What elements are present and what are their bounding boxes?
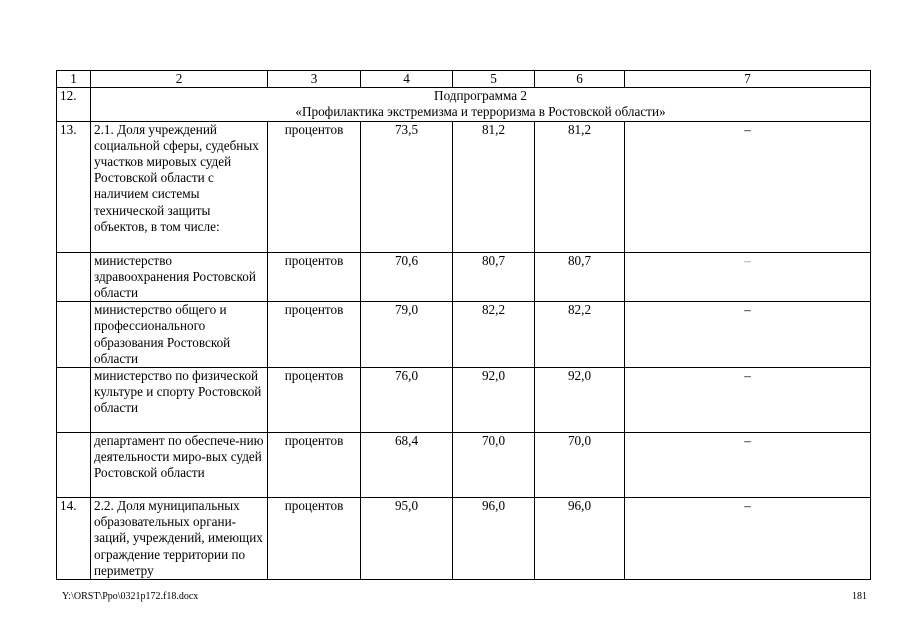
value-col4: 76,0 xyxy=(361,368,453,433)
row-number xyxy=(57,368,91,433)
indicator-name: министерство здравоохранения Ростовской области xyxy=(91,252,268,302)
column-number: 5 xyxy=(453,71,535,88)
subprogram-line1: Подпрограмма 2 xyxy=(434,88,527,104)
indicator-name: департамент по обеспече-нию деятельности миро-вых судей Ростовской области xyxy=(91,433,268,498)
value-col6: 96,0 xyxy=(535,498,625,580)
indicator-table xyxy=(56,70,871,580)
table-row xyxy=(57,368,871,433)
indicator-name: 2.2. Доля муниципальных образовательных органи-заций, учреждений, имеющих ограждение территории по периметру xyxy=(91,498,268,580)
value-col4: 68,4 xyxy=(361,433,453,498)
column-number: 2 xyxy=(91,71,268,88)
row-number xyxy=(57,302,91,368)
value-col6: 70,0 xyxy=(535,433,625,498)
indicator-name: 2.1. Доля учреждений социальной сферы, судебных участков мировых судей Ростовской области с наличием системы технической защиты объектов, в том числе: xyxy=(91,121,268,252)
row-number: 12. xyxy=(57,88,91,121)
value-col7: – xyxy=(625,498,871,580)
page-number: 181 xyxy=(852,591,867,602)
value-col6: 92,0 xyxy=(535,368,625,433)
subprogram-line2: «Профилактика экстремизма и терроризма в Ростовской области» xyxy=(295,104,666,120)
column-number: 6 xyxy=(535,71,625,88)
value-col6: 80,7 xyxy=(535,252,625,302)
file-path: Y:\ORST\Ppo\0321p172.f18.docx xyxy=(62,591,199,602)
indicator-name: министерство по физической культуре и спорту Ростовской области xyxy=(91,368,268,433)
subprogram-title xyxy=(91,88,871,121)
value-col7: – xyxy=(625,368,871,433)
column-number: 3 xyxy=(268,71,361,88)
value-col5: 82,2 xyxy=(453,302,535,368)
value-col7: – xyxy=(625,433,871,498)
table-row xyxy=(57,252,871,302)
value-col5: 96,0 xyxy=(453,498,535,580)
unit-cell: процентов xyxy=(268,433,361,498)
unit-cell: процентов xyxy=(268,368,361,433)
value-col5: 70,0 xyxy=(453,433,535,498)
table-row xyxy=(57,498,871,580)
subprogram-row xyxy=(57,88,871,121)
column-number: 1 xyxy=(57,71,91,88)
value-col6: 81,2 xyxy=(535,121,625,252)
value-col5: 81,2 xyxy=(453,121,535,252)
value-col4: 95,0 xyxy=(361,498,453,580)
value-col6: 82,2 xyxy=(535,302,625,368)
unit-cell: процентов xyxy=(268,498,361,580)
value-col7: – xyxy=(625,302,871,368)
table-row xyxy=(57,433,871,498)
value-col5: 92,0 xyxy=(453,368,535,433)
value-col7: – xyxy=(625,121,871,252)
unit-cell: процентов xyxy=(268,302,361,368)
column-number: 7 xyxy=(625,71,871,88)
row-number: 13. xyxy=(57,121,91,252)
row-number xyxy=(57,433,91,498)
value-col4: 79,0 xyxy=(361,302,453,368)
unit-cell: процентов xyxy=(268,252,361,302)
row-number xyxy=(57,252,91,302)
value-col4: 70,6 xyxy=(361,252,453,302)
table-row xyxy=(57,302,871,368)
column-number-row xyxy=(57,71,871,88)
unit-cell: процентов xyxy=(268,121,361,252)
value-col5: 80,7 xyxy=(453,252,535,302)
value-col7: – xyxy=(625,252,871,302)
value-col4: 73,5 xyxy=(361,121,453,252)
indicator-name: министерство общего и профессионального образования Ростовской области xyxy=(91,302,268,368)
row-number: 14. xyxy=(57,498,91,580)
table-row xyxy=(57,121,871,252)
column-number: 4 xyxy=(361,71,453,88)
